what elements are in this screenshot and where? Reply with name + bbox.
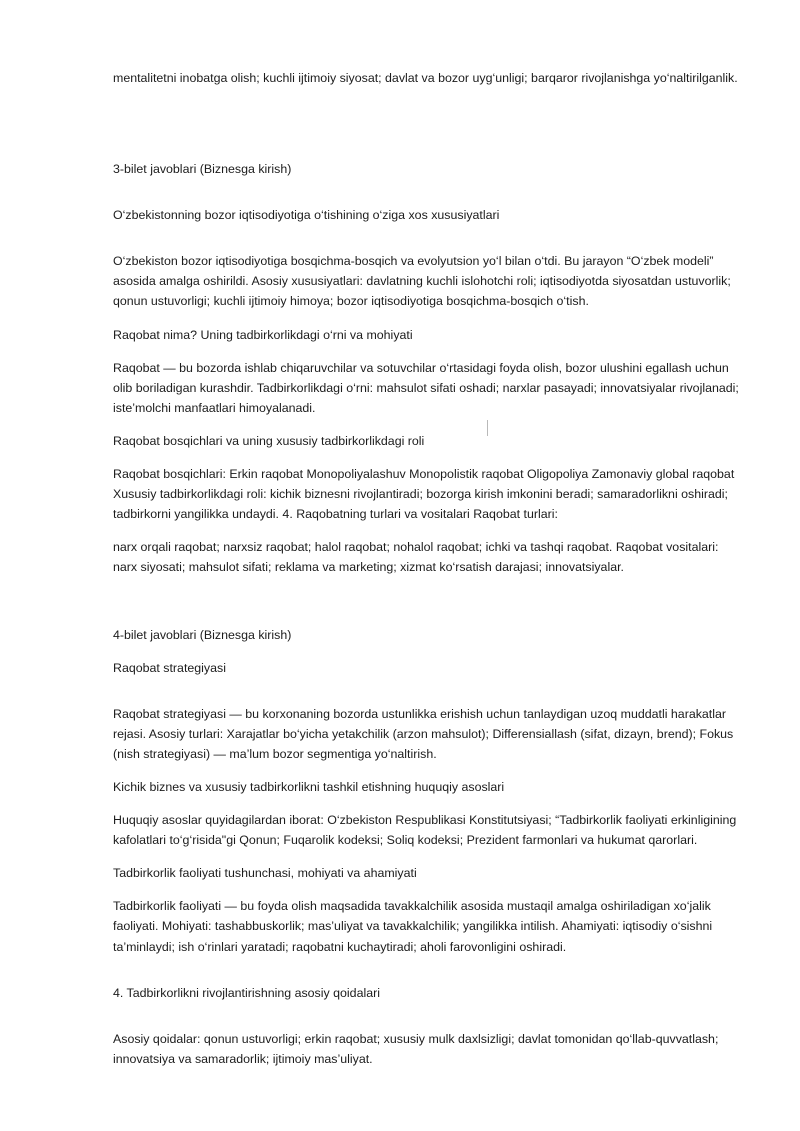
spacer (113, 691, 743, 704)
ticket-4-body-1: Raqobat strategiyasi — bu korxonaning bozorda ustunlikka erishish uchun tanlaydigan uzoq muddatli harakatlar rejasi. Asosiy turlari: Xarajatlar bo‘yicha yetakchilik (arzon mahsulot); Differensiallash (sifat, dizayn, brend); Fokus (nish strategiyasi) — ma’lum bozor segmentiga yo‘naltirish. (113, 706, 734, 761)
spacer (113, 1016, 743, 1029)
ticket-4-heading-3: Tadbirkorlik faoliyati tushunchasi, mohiyati va ahamiyati (113, 866, 417, 881)
ticket-3-title: 3-bilet javoblari (Biznesga kirish) (113, 162, 292, 177)
section-spacer (113, 101, 743, 159)
section-spacer (113, 591, 743, 625)
paragraph-intro: mentalitetni inobatga olish; kuchli ijtimoiy siyosat; davlat va bozor uyg‘unligi; barqaror rivojlanishga yo‘naltirilganlik. (113, 71, 738, 85)
ticket-4-title: 4-bilet javoblari (Biznesga kirish) (113, 627, 292, 642)
spacer (113, 970, 743, 983)
ticket-3-body-3: Raqobat bosqichlari: Erkin raqobat Monopoliyalashuv Monopolistik raqobat Oligopoliya Zamonaviy global raqobat Xususiy tadbirkorlikdagi roli: kichik biznesni rivojlantiradi; bozorga kirish imkonini beradi; samaradorlikni oshiradi; tadbirkorni yangilikka undaydi. 4. Raqobatning turlari va vositalari Raqobat turlari: (113, 467, 735, 522)
ticket-4-heading-4: 4. Tadbirkorlikni rivojlantirishning asosiy qoidalari (113, 985, 380, 1000)
ticket-3-heading-2: Raqobat nima? Uning tadbirkorlikdagi o‘rni va mohiyati (113, 327, 413, 342)
ticket-4-body-3: Tadbirkorlik faoliyati — bu foyda olish maqsadida tavakkalchilik asosida mustaqil amalga oshiriladigan xo‘jalik faoliyati. Mohiyati: tashabbuskorlik; mas’uliyat va tavakkalchilik; yangilikka intilish. Ahamiyati: iqtisodiy o‘sishni ta’minlaydi; ish o‘rinlari yaratadi; raqobatni kuchaytiradi; aholi farovonligini oshiradi. (113, 899, 713, 954)
ticket-4-body-2: Huquqiy asoslar quyidagilardan iborat: O‘zbekiston Respublikasi Konstitutsiyasi; “Tadbirkorlik faoliyati erkinligining kafolatlari to‘g‘risida"gi Qonun; Fuqarolik kodeksi; Soliq kodeksi; Prezident farmonlari va hukumat qarorlari. (113, 813, 737, 848)
ticket-3-heading-3: Raqobat bosqichlari va uning xususiy tadbirkorlikdagi roli (113, 433, 425, 448)
spacer (113, 192, 743, 205)
ticket-3-body-2: Raqobat — bu bozorda ishlab chiqaruvchilar va sotuvchilar o‘rtasidagi foyda olish, bozor ulushini egallash uchun olib boriladigan kurashdir. Tadbirkorlikdagi o‘rni: mahsulot sifati oshadi; narxlar pasayadi; innovatsiyalar rivojlanadi; iste’molchi manfaatlari himoyalanadi. (113, 360, 739, 415)
spacer (113, 238, 743, 251)
ticket-4-heading-2: Kichik biznes va xususiy tadbirkorlikni tashkil etishning huquqiy asoslari (113, 779, 505, 794)
ticket-4-body-4: Asosiy qoidalar: qonun ustuvorligi; erkin raqobat; xususiy mulk daxlsizligi; davlat tomonidan qo‘llab-quvvatlash; innovatsiya va samaradorlik; ijtimoiy mas’uliyat. (113, 1031, 719, 1066)
ticket-3-body-4: narx orqali raqobat; narxsiz raqobat; halol raqobat; nohalol raqobat; ichki va tashqi raqobat. Raqobat vositalari: narx siyosati; mahsulot sifati; reklama va marketing; xizmat ko‘rsatish darajasi; innovatsiyalar. (113, 540, 719, 575)
text-cursor (487, 420, 488, 436)
ticket-3-heading-1: O‘zbekistonning bozor iqtisodiyotiga o‘tishining o‘ziga xos xususiyatlari (113, 208, 500, 223)
ticket-4-heading-1: Raqobat strategiyasi (113, 660, 226, 675)
document-body (113, 68, 743, 1069)
ticket-3-body-1: O‘zbekiston bozor iqtisodiyotiga bosqichma-bosqich va evolyutsion yo‘l bilan o‘tdi. Bu jarayon “O‘zbek modeli” asosida amalga oshirildi. Asosiy xususiyatlari: davlatning kuchli islohotchi roli; iqtisodiyotda siyosatdan ustuvorlik; qonun ustuvorligi; kuchli ijtimoiy himoya; bozor iqtisodiyotiga bosqichma-bosqich o‘tish. (113, 254, 731, 309)
